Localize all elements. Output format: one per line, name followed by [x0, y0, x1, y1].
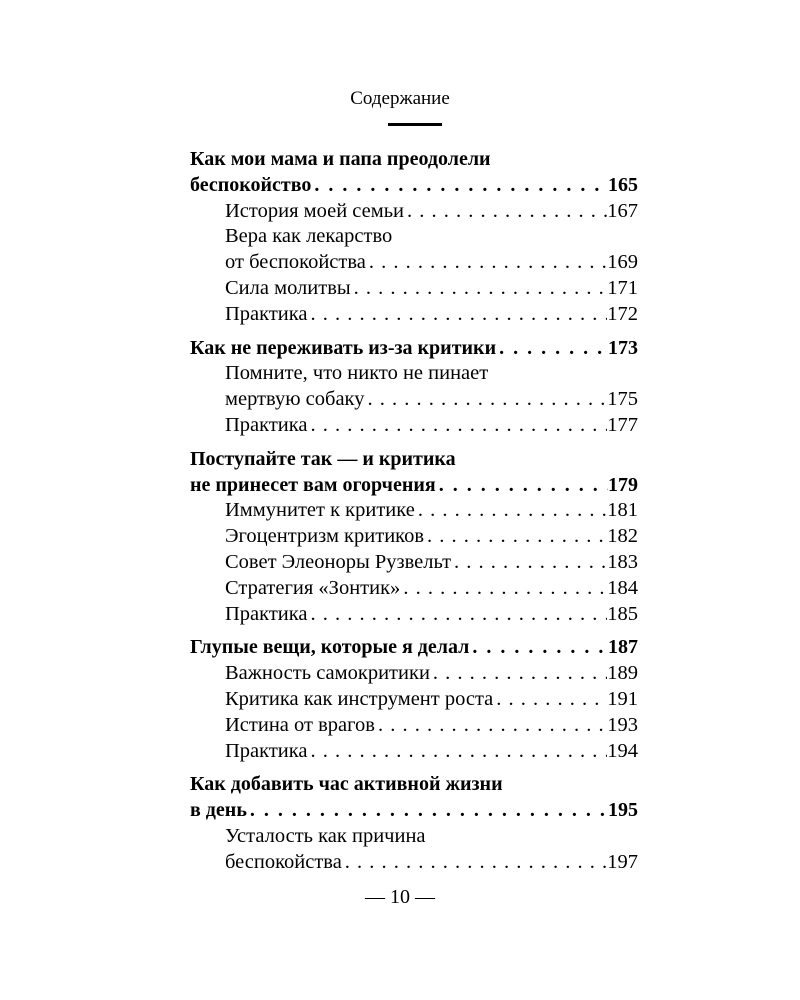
dot-leader — [415, 499, 607, 522]
chapter-title-line — [190, 636, 638, 662]
entry-title: Практика — [225, 602, 308, 625]
entry-title: не принесет вам огорчения — [190, 473, 436, 496]
entry-title: Важность самокритики — [225, 662, 430, 685]
dot-leader — [308, 603, 608, 626]
entry-title: в день — [190, 799, 247, 822]
entry-title: мертвую собаку — [225, 388, 365, 411]
chapter-title-line — [190, 448, 638, 474]
dot-leader — [311, 174, 608, 197]
dot-leader — [400, 577, 607, 600]
subsection-title-line — [190, 303, 638, 329]
dot-leader — [364, 388, 607, 411]
toc-section — [190, 448, 638, 629]
entry-title: Глупые вещи, которые я делал — [190, 636, 470, 659]
dot-leader — [493, 688, 607, 711]
dot-leader — [469, 636, 608, 659]
entry-page-number: 172 — [607, 302, 638, 325]
entry-page-number: 179 — [608, 473, 638, 496]
entry-page-number: 194 — [607, 739, 638, 762]
subsection-title-line — [190, 662, 638, 688]
dot-leader — [308, 740, 608, 763]
page-header: Содержание — [350, 88, 450, 109]
dot-leader — [308, 303, 608, 326]
subsection-title-line — [190, 851, 638, 877]
entry-title: Практика — [225, 413, 308, 436]
entry-title: Сила молитвы — [225, 276, 351, 299]
dot-leader — [436, 474, 608, 497]
chapter-title-line — [190, 799, 638, 825]
entry-page-number: 169 — [607, 251, 638, 274]
entry-page-number: 191 — [607, 687, 638, 710]
subsection-title-line — [190, 251, 638, 277]
entry-page-number: 165 — [608, 173, 638, 196]
chapter-title-line — [190, 474, 638, 500]
toc-section — [190, 148, 638, 329]
entry-title: от беспокойства — [225, 251, 366, 274]
dot-leader — [342, 851, 607, 874]
entry-page-number: 171 — [607, 276, 638, 299]
subsection-title-line — [190, 825, 638, 851]
entry-page-number: 175 — [607, 388, 638, 411]
entry-page-number: 197 — [607, 850, 638, 873]
entry-title: Иммунитет к критике — [225, 499, 415, 522]
toc-section — [190, 773, 638, 876]
dot-leader — [351, 277, 608, 300]
page-number: — 10 — — [365, 886, 435, 908]
entry-title: Как не переживать из-за критики — [190, 336, 497, 359]
entry-title: беспокойство — [190, 173, 312, 196]
entry-title: Поступайте так — и критика — [190, 447, 456, 470]
entry-title: беспокойства — [225, 850, 342, 873]
entry-page-number: 185 — [607, 602, 638, 625]
subsection-title-line — [190, 551, 638, 577]
dot-leader — [424, 525, 607, 548]
subsection-title-line — [190, 525, 638, 551]
subsection-title-line — [190, 603, 638, 629]
subsection-title-line — [190, 225, 638, 251]
entry-title: Стратегия «Зонтик» — [225, 576, 401, 599]
entry-title: Совет Элеоноры Рузвельт — [225, 550, 452, 573]
chapter-title-line — [190, 148, 638, 174]
subsection-title-line — [190, 740, 638, 766]
table-of-contents — [190, 148, 638, 885]
subsection-title-line — [190, 277, 638, 303]
entry-page-number: 183 — [607, 550, 638, 573]
chapter-title-line — [190, 174, 638, 200]
chapter-title-line — [190, 773, 638, 799]
entry-page-number: 187 — [608, 636, 638, 659]
entry-page-number: 181 — [607, 499, 638, 522]
dot-leader — [375, 714, 607, 737]
entry-page-number: 195 — [608, 799, 638, 822]
subsection-title-line — [190, 362, 638, 388]
chapter-title-line — [190, 337, 638, 363]
subsection-title-line — [190, 577, 638, 603]
dot-leader — [430, 662, 607, 685]
subsection-title-line — [190, 688, 638, 714]
subsection-title-line — [190, 499, 638, 525]
dot-leader — [247, 799, 608, 822]
dot-leader — [366, 251, 607, 274]
entry-title: История моей семьи — [225, 199, 405, 222]
toc-section — [190, 337, 638, 440]
header-rule — [388, 123, 442, 126]
entry-title: Как мои мама и папа преодолели — [190, 148, 491, 170]
entry-page-number: 173 — [608, 336, 638, 359]
dot-leader — [308, 414, 608, 437]
subsection-title-line — [190, 200, 638, 226]
dot-leader — [496, 337, 608, 360]
entry-title: Истина от врагов — [225, 713, 375, 736]
entry-page-number: 193 — [607, 713, 638, 736]
entry-page-number: 167 — [607, 199, 638, 222]
subsection-title-line — [190, 388, 638, 414]
entry-title: Помните, что никто не пинает — [225, 362, 489, 385]
entry-title: Эгоцентризм критиков — [225, 525, 425, 548]
subsection-title-line — [190, 414, 638, 440]
entry-title: Как добавить час активной жизни — [190, 773, 503, 796]
entry-page-number: 184 — [607, 576, 638, 599]
entry-page-number: 189 — [607, 662, 638, 685]
toc-section — [190, 636, 638, 765]
entry-page-number: 182 — [607, 525, 638, 548]
entry-title: Практика — [225, 739, 308, 762]
dot-leader — [451, 551, 607, 574]
subsection-title-line — [190, 714, 638, 740]
entry-title: Практика — [225, 302, 308, 325]
dot-leader — [404, 200, 607, 223]
entry-title: Критика как инструмент роста — [225, 687, 494, 710]
entry-page-number: 177 — [607, 413, 638, 436]
entry-title: Усталость как причина — [225, 824, 426, 847]
entry-title: Вера как лекарство — [225, 225, 393, 248]
